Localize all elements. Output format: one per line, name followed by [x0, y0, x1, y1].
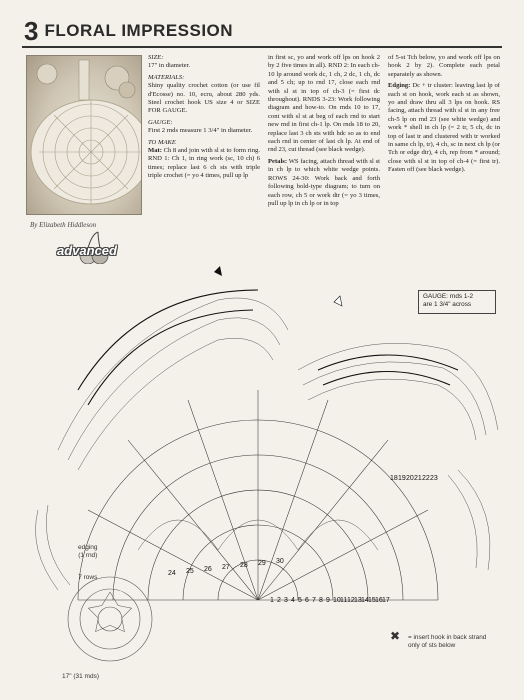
mat-label: Mat: [148, 147, 162, 155]
round-number: 10 [333, 597, 341, 604]
materials-label: MATERIALS: [148, 73, 185, 81]
mat-paragraph [148, 147, 260, 181]
petal-row-number: 28 [240, 562, 248, 569]
size-label: SIZE: [148, 54, 164, 61]
round-number: 3 [284, 597, 288, 604]
petal-row-number: 26 [204, 566, 212, 573]
petals-paragraph [268, 158, 380, 208]
schematic-edging-label [78, 544, 98, 582]
back-strand-icon: ✖ [390, 629, 401, 643]
round-number: 12 [347, 597, 355, 604]
black-wedge-icon [214, 266, 222, 276]
round-number: 16 [375, 597, 383, 604]
edging-label-text: edging [78, 544, 98, 551]
round-number: 9 [326, 597, 330, 604]
petal-row-number: 29 [258, 560, 266, 567]
gauge-text: First 2 rnds measure 1 3/4" in diameter. [148, 127, 253, 135]
rounds-text: in first sc, yo and work off lps on hook 2 by 2 five times in all). RND 2: In each ch-10 lp around work dc, 1 ch, 2 dc, 1 ch, dc and 5 ch; up to rnd 17, close each rnd with sl st in top of ch-3 (= first dc throughout). RNDS 3-23: Work following diagram and how-to. On rnds 10 to 17, cont with sl st at beg of each rnd to start new rnd in first ch-1 lp. On rnds 18 to 20, replace last 3 ch sts with hdc so as to end each rnd in center of last ch lp. At end of rnd 23, cut thread (see black wedge). [268, 54, 380, 154]
petals-label: Petals: [268, 157, 288, 165]
legend-text: = insert hook in back strand only of sts below [408, 634, 487, 649]
round-number: 19 [398, 475, 406, 482]
instructions-column-3 [388, 54, 500, 178]
petal-row-number: 24 [168, 570, 176, 577]
edging-text: Dc + tr cluster: leaving last lp of each st on hook, work each st as shown, yo and draw thru all 3 lps on hook. RS facing, attach thread with sl st in any free ch-5 lp on rnd 23 (see white wedge) and work * shell in ch lp (= 2 tr, 5 ch, dc in top of last tr and clustered with tr worked in same ch lp, tr), 4 ch, sc in next ch lp (or Tch or edge dtr), 4 ch, rep from * around; close with sl st in top of ch-4 (= first tr). Fasten off (see black wedge). [388, 82, 500, 174]
doily-schematic [68, 577, 152, 661]
pattern-number: 3 [24, 16, 39, 46]
petals-text: WS facing, attach thread with sl st in ch lp to which white wedge points. ROWS 24-30: Work back and forth following bold-type diagram; to turn on each row, ch 5 or work dtr (= yo 3 times, pull up lp in ch lp or in top [268, 157, 381, 207]
size-text: 17" in diameter. [148, 62, 191, 70]
round-number: 23 [430, 475, 438, 482]
petal-row-number: 30 [276, 558, 284, 565]
round-number: 21 [414, 475, 422, 482]
pattern-header [24, 18, 233, 44]
instructions-column-1 [148, 54, 260, 184]
round-number: 20 [406, 475, 414, 482]
round-number: 15 [368, 597, 376, 604]
round-number: 2 [277, 597, 281, 604]
round-number: 7 [312, 597, 316, 604]
petal-row-number: 27 [222, 564, 230, 571]
rows-label-text: 7 rows [78, 574, 98, 581]
round-number: 13 [354, 597, 362, 604]
round-number: 14 [361, 597, 369, 604]
schematic-dimension: 17" (31 mds) [62, 673, 99, 680]
round-number: 17 [382, 597, 390, 604]
gauge-label: GAUGE: [148, 118, 173, 126]
round-number: 5 [298, 597, 302, 604]
skill-level-label: advanced [57, 242, 117, 258]
round-number: 18 [390, 475, 398, 482]
round-number: 11 [340, 597, 348, 604]
round-number: 22 [422, 475, 430, 482]
header-rule [22, 46, 502, 48]
gauge-box-line2: are 1 3/4" across [423, 301, 472, 308]
petal-continued-text: of 5-st Tch below, yo and work off lps on hook 2 by 2). Complete each petal separately as shown. [388, 54, 500, 78]
round-number: 8 [319, 597, 323, 604]
round-number: 6 [305, 597, 309, 604]
stitch-legend [390, 629, 498, 650]
petal-row-number: 25 [186, 568, 194, 575]
round-number: 4 [291, 597, 295, 604]
instructions-column-2 [268, 54, 380, 211]
crochet-diagram [18, 250, 508, 670]
round-number: 1 [270, 597, 274, 604]
pattern-title: FLORAL IMPRESSION [44, 21, 234, 40]
photo-caption: By Elizabeth Hiddleson [30, 221, 97, 229]
doily-photo [26, 55, 142, 215]
edging-paragraph [388, 82, 500, 174]
to-make-label: TO MAKE [148, 138, 176, 146]
gauge-box-line1: GAUGE: rnds 1-2 [423, 293, 474, 300]
mat-text: Ch 8 and join with sl st to form ring. RND 1: Ch 1, in ring work (sc, 10 ch) 6 times; replace last 6 ch sts with triple triple crochet (= yo 4 times, pull up lp [148, 147, 260, 180]
white-wedge-icon [334, 296, 342, 306]
materials-text: Shiny quality crochet cotton (or use fil d'Ecosse) no. 10, ecru, about 280 yds. Steel crochet hook US size 4 or SIZE FOR GAUGE. [148, 82, 260, 115]
edging-label: Edging: [388, 82, 411, 90]
edging-rnd-text: (1 rnd) [78, 552, 98, 559]
